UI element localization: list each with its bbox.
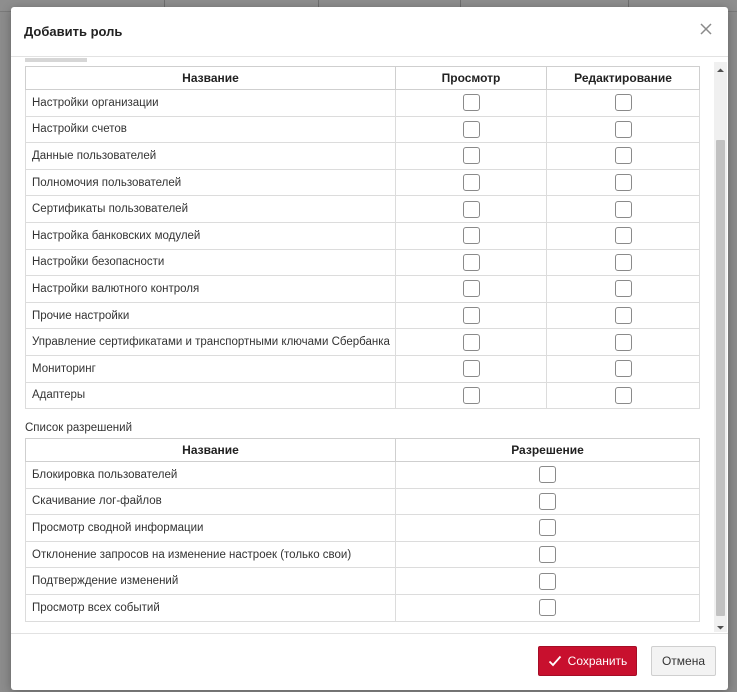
permission-cell: [396, 541, 700, 568]
row-label: Настройки валютного контроля: [26, 276, 396, 303]
table-row: [26, 594, 700, 621]
edit-checkbox[interactable]: [615, 174, 632, 191]
view-checkbox[interactable]: [463, 94, 480, 111]
table-row: [26, 355, 700, 382]
save-button[interactable]: [538, 646, 637, 676]
edit-cell: [547, 382, 700, 409]
scrollbar-thumb[interactable]: [716, 140, 725, 616]
edit-cell: [547, 143, 700, 170]
save-button-label: Сохранить: [567, 654, 628, 668]
edit-cell: [547, 249, 700, 276]
column-header-permission: Разрешение: [396, 439, 700, 462]
permission-cell: [396, 515, 700, 542]
column-header-name: Название: [26, 67, 396, 90]
dialog-body: [11, 58, 728, 632]
column-header-edit: Редактирование: [547, 67, 700, 90]
table-row: [26, 302, 700, 329]
row-label: Отклонение запросов на изменение настроек (только свои): [26, 541, 396, 568]
row-label: Настройка банковских модулей: [26, 222, 396, 249]
table-row: [26, 90, 700, 117]
permission-checkbox[interactable]: [539, 519, 556, 536]
row-label: Скачивание лог-файлов: [26, 488, 396, 515]
edit-checkbox[interactable]: [615, 227, 632, 244]
table-row: [26, 276, 700, 303]
view-checkbox[interactable]: [463, 387, 480, 404]
row-label: Настройки организации: [26, 90, 396, 117]
tab-indicator: [25, 58, 87, 62]
view-cell: [396, 196, 547, 223]
table-row: [26, 143, 700, 170]
view-cell: [396, 116, 547, 143]
table-row: [26, 541, 700, 568]
dialog-header: [11, 7, 728, 57]
view-checkbox[interactable]: [463, 360, 480, 377]
row-label: Адаптеры: [26, 382, 396, 409]
view-cell: [396, 169, 547, 196]
view-cell: [396, 90, 547, 117]
dialog-footer: [11, 633, 728, 690]
view-checkbox[interactable]: [463, 147, 480, 164]
view-cell: [396, 329, 547, 356]
edit-cell: [547, 222, 700, 249]
view-checkbox[interactable]: [463, 227, 480, 244]
edit-cell: [547, 116, 700, 143]
edit-checkbox[interactable]: [615, 334, 632, 351]
view-cell: [396, 302, 547, 329]
edit-cell: [547, 196, 700, 223]
edit-cell: [547, 276, 700, 303]
table-row: [26, 382, 700, 409]
row-label: Просмотр сводной информации: [26, 515, 396, 542]
view-checkbox[interactable]: [463, 201, 480, 218]
edit-cell: [547, 302, 700, 329]
permission-checkbox[interactable]: [539, 466, 556, 483]
scrollbar[interactable]: [714, 62, 727, 632]
row-label: Прочие настройки: [26, 302, 396, 329]
edit-checkbox[interactable]: [615, 307, 632, 324]
permission-cell: [396, 462, 700, 489]
edit-checkbox[interactable]: [615, 201, 632, 218]
edit-checkbox[interactable]: [615, 94, 632, 111]
edit-cell: [547, 355, 700, 382]
table-row: [26, 515, 700, 542]
table-row: [26, 116, 700, 143]
dialog-title: Добавить роль: [24, 24, 123, 39]
column-header-view: Просмотр: [396, 67, 547, 90]
view-checkbox[interactable]: [463, 334, 480, 351]
scroll-down-arrow-icon[interactable]: [716, 621, 725, 630]
row-label: Полномочия пользователей: [26, 169, 396, 196]
permission-checkbox[interactable]: [539, 493, 556, 510]
access-table: [25, 66, 700, 409]
edit-checkbox[interactable]: [615, 280, 632, 297]
permissions-table: [25, 438, 700, 622]
add-role-dialog: [11, 7, 728, 690]
cancel-button-label: Отмена: [661, 654, 706, 668]
view-cell: [396, 382, 547, 409]
view-cell: [396, 249, 547, 276]
edit-checkbox[interactable]: [615, 147, 632, 164]
scroll-up-arrow-icon[interactable]: [716, 64, 725, 73]
view-cell: [396, 276, 547, 303]
view-cell: [396, 355, 547, 382]
row-label: Управление сертификатами и транспортными ключами Сбербанка: [26, 329, 396, 356]
row-label: Подтверждение изменений: [26, 568, 396, 595]
close-icon[interactable]: [698, 21, 714, 37]
permission-cell: [396, 568, 700, 595]
permission-checkbox[interactable]: [539, 599, 556, 616]
table-row: [26, 488, 700, 515]
permission-checkbox[interactable]: [539, 546, 556, 563]
view-checkbox[interactable]: [463, 280, 480, 297]
permission-cell: [396, 488, 700, 515]
column-header-name: Название: [26, 439, 396, 462]
row-label: Настройки счетов: [26, 116, 396, 143]
edit-checkbox[interactable]: [615, 121, 632, 138]
table-row: [26, 462, 700, 489]
edit-cell: [547, 329, 700, 356]
table-row: [26, 196, 700, 223]
view-cell: [396, 143, 547, 170]
row-label: Мониторинг: [26, 355, 396, 382]
view-checkbox[interactable]: [463, 174, 480, 191]
row-label: Блокировка пользователей: [26, 462, 396, 489]
checkmark-icon: [548, 655, 562, 667]
row-label: Данные пользователей: [26, 143, 396, 170]
table-row: [26, 169, 700, 196]
view-checkbox[interactable]: [463, 307, 480, 324]
edit-cell: [547, 169, 700, 196]
permission-cell: [396, 594, 700, 621]
cancel-button[interactable]: [651, 646, 716, 676]
edit-checkbox[interactable]: [615, 360, 632, 377]
row-label: Настройки безопасности: [26, 249, 396, 276]
table-row: [26, 329, 700, 356]
row-label: Сертификаты пользователей: [26, 196, 396, 223]
permissions-section-label: Список разрешений: [25, 422, 133, 434]
table-row: [26, 249, 700, 276]
edit-checkbox[interactable]: [615, 387, 632, 404]
table-row: [26, 568, 700, 595]
edit-checkbox[interactable]: [615, 254, 632, 271]
row-label: Просмотр всех событий: [26, 594, 396, 621]
view-checkbox[interactable]: [463, 254, 480, 271]
edit-cell: [547, 90, 700, 117]
view-cell: [396, 222, 547, 249]
table-row: [26, 222, 700, 249]
permission-checkbox[interactable]: [539, 573, 556, 590]
view-checkbox[interactable]: [463, 121, 480, 138]
